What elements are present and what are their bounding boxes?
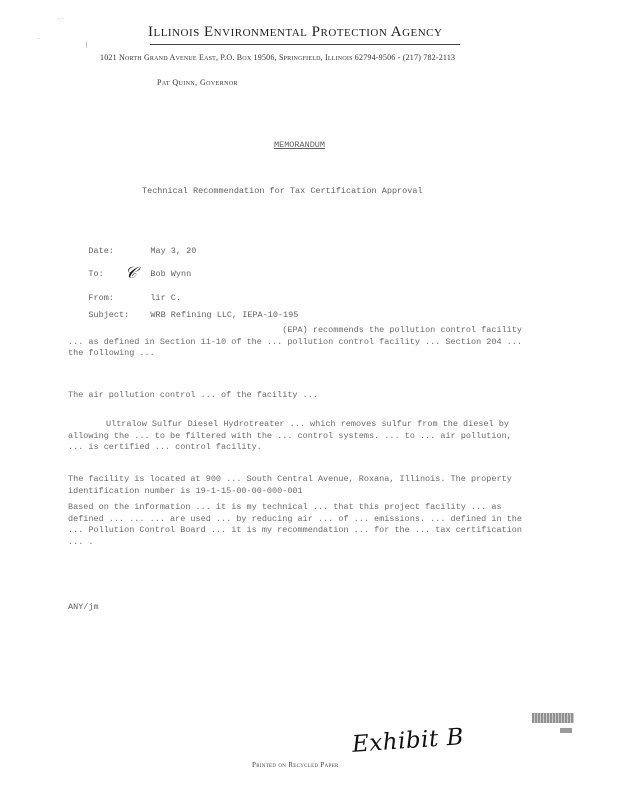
body-paragraph-2: The air pollution control ... of the facility ... — [68, 390, 324, 400]
body-paragraph-5: Based on the information ... it is my technical ... that this project facility ... as defined ... ... ... are used ... by reducing air ... of ... emissions. ... defined in the ... Pollution Control Board ... it is my recommendation ... for the ... tax certification ... . — [68, 502, 528, 547]
governor-line: Pat Quinn, Governor — [157, 78, 238, 87]
date-value: May 3, 20 — [150, 246, 197, 256]
from-value: lir C. — [150, 293, 182, 303]
memo-heading: MEMORANDUM — [274, 140, 326, 150]
footer-note: Printed on Recycled Paper — [252, 761, 339, 769]
body-paragraph-1: (EPA) recommends the pollution control facility ... as defined in Section 11-10 of the ... pollution control facility ... Section 204 ... the following ... — [68, 325, 528, 358]
closing-initials: ANY/jm — [68, 602, 99, 612]
received-stamp — [532, 713, 574, 723]
scan-artifact: · · — [58, 16, 64, 22]
body-paragraph-3: Ultralow Sulfur Diesel Hydrotreater ... which removes sulfur from the diesel by allowing the ... to be filtered with the ... control systems. ... to ... air pollution, ... is certified ... control facility. — [68, 419, 517, 452]
exhibit-label: Exhibit B — [351, 724, 465, 758]
body-paragraph-4: The facility is located at 900 ... South Central Avenue, Roxana, Illinois. The property identification number is 19-1-15-00-00-000-001 — [68, 474, 517, 496]
subject-label: Subject: — [88, 310, 130, 320]
to-value: Bob Wynn — [150, 269, 192, 279]
to-label: To: — [88, 269, 104, 279]
agency-address: 1021 North Grand Avenue East, P.O. Box 19506, Springfield, Illinois 62794-9506 - (217) 782-2113 — [100, 53, 456, 62]
letterhead-rule — [150, 44, 460, 45]
memo-subtitle: Technical Recommendation for Tax Certification Approval — [142, 186, 423, 196]
subject-value: WRB Refining LLC, IEPA-10-195 — [150, 310, 299, 320]
letterhead — [148, 24, 488, 41]
scan-artifact: | — [86, 42, 88, 48]
from-label: From: — [88, 293, 114, 303]
stamp-mark — [560, 728, 572, 733]
date-label: Date: — [88, 246, 114, 256]
agency-name: Illinois Environmental Protection Agency — [148, 24, 443, 40]
handwritten-initial: 𝒞 — [125, 265, 137, 282]
scan-artifact: · — [38, 36, 40, 42]
